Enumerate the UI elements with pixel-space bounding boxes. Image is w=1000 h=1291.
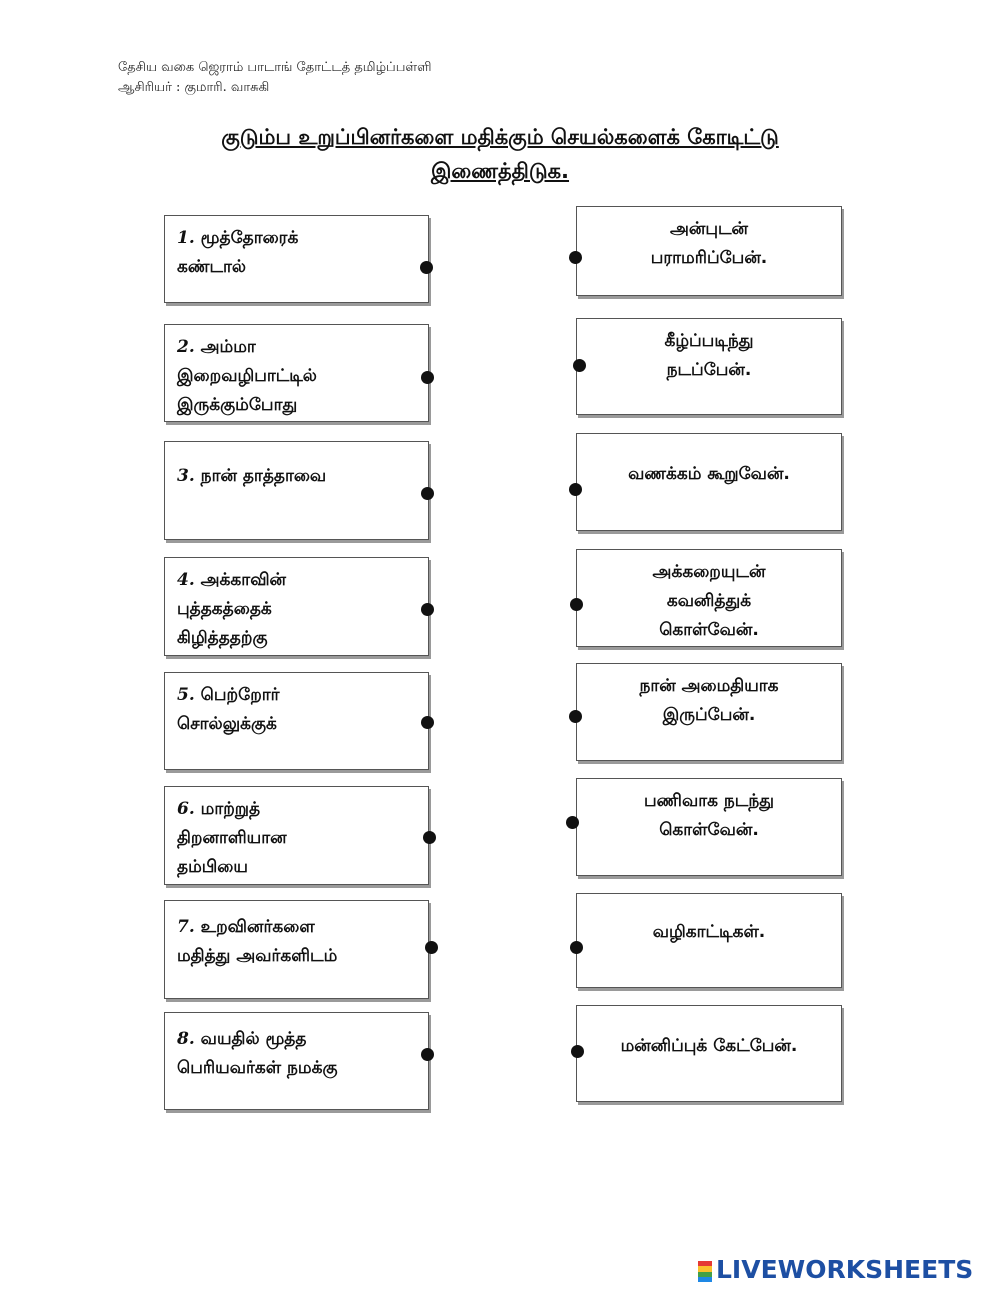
right-item-7 [576,893,842,988]
item-number: 8. [177,1029,195,1049]
left-connector-dot-6[interactable] [423,831,436,844]
left-item-8 [164,1012,429,1110]
right-connector-dot-6[interactable] [566,816,579,829]
right-connector-dot-1[interactable] [569,251,582,264]
left-item-4 [164,557,429,656]
right-item-1 [576,206,842,296]
right-item-4 [576,549,842,647]
right-connector-dot-7[interactable] [570,941,583,954]
item-number: 7. [177,917,195,937]
left-item-text: பெற்றோர் சொல்லுக்குக் [177,685,280,734]
left-item-1 [164,215,429,303]
right-item-text: கீழ்ப்படிந்து நடப்பேன். [664,331,754,380]
logo-text: LIVEWORKSHEETS [716,1254,974,1284]
left-connector-dot-7[interactable] [425,941,438,954]
left-item-text: அக்காவின் புத்தகத்தைக் கிழித்ததற்கு [177,570,287,648]
left-connector-dot-1[interactable] [420,261,433,274]
left-item-text: வயதில் மூத்த பெரியவர்கள் நமக்கு [177,1029,338,1078]
right-item-text: வழிகாட்டிகள். [652,922,766,942]
left-connector-dot-3[interactable] [421,487,434,500]
left-item-6 [164,786,429,885]
item-number: 2. [177,337,195,357]
item-number: 1. [177,228,195,248]
left-connector-dot-4[interactable] [421,603,434,616]
left-connector-dot-5[interactable] [421,716,434,729]
right-item-3 [576,433,842,531]
right-item-text: மன்னிப்புக் கேட்பேன். [620,1036,798,1056]
worksheet-header [118,58,432,98]
item-number: 6. [177,799,195,819]
left-item-5 [164,672,429,770]
left-item-text: உறவினர்களை மதித்து அவர்களிடம் [177,917,338,966]
right-item-text: அக்கறையுடன் கவனித்துக் கொள்வேன். [652,562,766,640]
right-connector-dot-5[interactable] [569,710,582,723]
right-item-text: வணக்கம் கூறுவேன். [628,464,790,484]
right-item-text: பணிவாக நடந்து கொள்வேன். [644,791,774,840]
right-connector-dot-4[interactable] [570,598,583,611]
left-item-2 [164,324,429,422]
left-connector-dot-2[interactable] [421,371,434,384]
item-number: 3. [177,466,195,486]
left-item-text: அம்மா இறைவழிபாட்டில் இருக்கும்போது [177,337,317,415]
right-connector-dot-3[interactable] [569,483,582,496]
item-number: 4. [177,570,195,590]
right-connector-dot-2[interactable] [573,359,586,372]
right-connector-dot-8[interactable] [571,1045,584,1058]
right-item-2 [576,318,842,415]
liveworksheets-logo [698,1254,973,1284]
school-name: தேசிய வகை ஜெராம் பாடாங் தோட்டத் தமிழ்ப்பள்ளி [118,60,432,75]
left-item-7 [164,900,429,999]
teacher-name: ஆசிரியர் : குமாரி. வாசுகி [118,80,270,95]
left-connector-dot-8[interactable] [421,1048,434,1061]
logo-badge-icon [698,1256,712,1282]
right-item-text: அன்புடன் பராமரிப்பேன். [650,219,768,268]
left-item-text: மாற்றுத் திறனாளியான தம்பியை [177,799,287,877]
instruction-title: குடும்ப உறுப்பினர்களை மதிக்கும் செயல்களைக் கோடிட்டு இணைத்திடுக. [221,125,779,183]
right-item-8 [576,1005,842,1102]
right-item-text: நான் அமைதியாக இருப்பேன். [639,676,779,725]
left-item-text: நான் தாத்தாவை [194,466,327,486]
item-number: 5. [177,685,195,705]
right-item-5 [576,663,842,761]
left-item-3 [164,441,429,540]
right-item-6 [576,778,842,876]
left-item-text: மூத்தோரைக் கண்டால் [177,228,299,277]
